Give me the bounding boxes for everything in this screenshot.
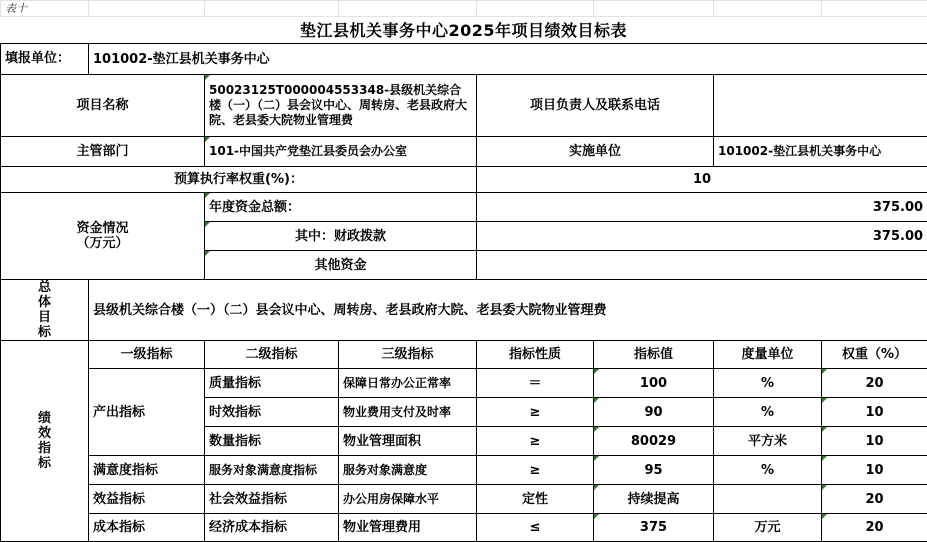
perf-weight-cell[interactable]: 20 <box>822 514 927 542</box>
funds-fiscal-label: 其中：财政拨款 <box>205 222 477 251</box>
perf-nature-cell[interactable]: ≤ <box>477 514 594 542</box>
perf-indicators-label-text: 绩效指标 <box>38 411 52 471</box>
top-grid-row <box>0 0 927 17</box>
perf-l2-cell[interactable]: 时效指标 <box>205 398 339 427</box>
cell[interactable] <box>89 1 205 17</box>
funds-label <box>1 193 205 280</box>
sheet-title: 垫江县机关事务中心2025年项目绩效目标表 <box>0 20 927 42</box>
performance-table <box>0 43 927 542</box>
perf-unit-cell[interactable]: % <box>714 369 822 398</box>
project-name-label: 项目名称 <box>1 75 205 137</box>
perf-l3-cell[interactable]: 物业管理费用 <box>339 514 477 542</box>
perf-value-cell[interactable]: 持续提高 <box>594 485 714 514</box>
budget-weight-value[interactable]: 10 <box>477 167 927 193</box>
perf-unit-cell[interactable]: % <box>714 398 822 427</box>
perf-l1-cell[interactable]: 效益指标 <box>89 485 205 514</box>
perf-unit-cell[interactable]: % <box>714 456 822 485</box>
perf-l3-cell[interactable]: 服务对象满意度 <box>339 456 477 485</box>
perf-weight-cell[interactable]: 10 <box>822 398 927 427</box>
dept-value[interactable]: 101-中国共产党垫江县委员会办公室 <box>205 137 477 167</box>
perf-unit-cell[interactable]: 万元 <box>714 514 822 542</box>
cell[interactable] <box>714 1 822 17</box>
perf-unit-cell[interactable]: 平方米 <box>714 427 822 456</box>
cell[interactable] <box>822 1 927 17</box>
perf-weight-cell[interactable]: 10 <box>822 456 927 485</box>
perf-l2-cell[interactable]: 服务对象满意度指标 <box>205 456 339 485</box>
perf-l2-cell[interactable]: 数量指标 <box>205 427 339 456</box>
perf-nature-cell[interactable]: ＝ <box>477 369 594 398</box>
project-leader-value[interactable] <box>714 75 927 137</box>
table-row <box>1 485 927 514</box>
perf-weight-cell[interactable]: 10 <box>822 427 927 456</box>
sheet-tag: 表十 <box>1 1 89 17</box>
perf-value-cell[interactable]: 90 <box>594 398 714 427</box>
perf-nature-cell[interactable]: ≥ <box>477 427 594 456</box>
table-row <box>1 514 927 542</box>
perf-l1-cell[interactable]: 产出指标 <box>89 369 205 456</box>
overall-target-label-text: 总体目标 <box>38 280 52 340</box>
perf-nature-cell[interactable]: ≥ <box>477 456 594 485</box>
cell[interactable] <box>594 1 714 17</box>
table-row <box>1 456 927 485</box>
perf-l2-cell[interactable]: 质量指标 <box>205 369 339 398</box>
funds-label-line2: （万元） <box>5 236 200 251</box>
perf-nature-cell[interactable]: 定性 <box>477 485 594 514</box>
funds-total-value[interactable]: 375.00 <box>477 193 927 222</box>
fill-unit-label: 填报单位： <box>1 44 89 75</box>
perf-weight-cell[interactable]: 20 <box>822 485 927 514</box>
perf-header-weight: 权重（%） <box>822 341 927 369</box>
project-leader-label: 项目负责人及联系电话 <box>477 75 714 137</box>
funds-other-value[interactable] <box>477 251 927 280</box>
table-row <box>1 369 927 398</box>
impl-unit-value[interactable]: 101002-垫江县机关事务中心 <box>714 137 927 167</box>
perf-weight-cell[interactable]: 20 <box>822 369 927 398</box>
perf-value-cell[interactable]: 95 <box>594 456 714 485</box>
perf-value-cell[interactable]: 375 <box>594 514 714 542</box>
perf-l1-cell[interactable]: 成本指标 <box>89 514 205 542</box>
cell[interactable] <box>477 1 594 17</box>
overall-target-value[interactable]: 县级机关综合楼（一）（二）县会议中心、周转房、老县政府大院、老县委大院物业管理费 <box>89 280 927 341</box>
perf-header-unit: 度量单位 <box>714 341 822 369</box>
perf-value-cell[interactable]: 100 <box>594 369 714 398</box>
funds-other-label: 其他资金 <box>205 251 477 280</box>
project-name-value[interactable]: 50023125T000004553348-县级机关综合楼（一）（二）县会议中心、周转房、老县政府大院、老县委大院物业管理费 <box>205 75 477 137</box>
funds-fiscal-value[interactable]: 375.00 <box>477 222 927 251</box>
perf-nature-cell[interactable]: ≥ <box>477 398 594 427</box>
perf-value-cell[interactable]: 80029 <box>594 427 714 456</box>
perf-l2-cell[interactable]: 社会效益指标 <box>205 485 339 514</box>
perf-l3-cell[interactable]: 保障日常办公正常率 <box>339 369 477 398</box>
budget-weight-label: 预算执行率权重(%)： <box>1 167 477 193</box>
cell[interactable] <box>205 1 339 17</box>
perf-l3-cell[interactable]: 办公用房保障水平 <box>339 485 477 514</box>
perf-unit-cell[interactable] <box>714 485 822 514</box>
fill-unit-value[interactable]: 101002-垫江县机关事务中心 <box>89 44 927 75</box>
perf-indicators-label <box>1 341 89 542</box>
perf-header-l3: 三级指标 <box>339 341 477 369</box>
dept-label: 主管部门 <box>1 137 205 167</box>
perf-header-l1: 一级指标 <box>89 341 205 369</box>
perf-header-value: 指标值 <box>594 341 714 369</box>
perf-l3-cell[interactable]: 物业管理面积 <box>339 427 477 456</box>
impl-unit-label: 实施单位 <box>477 137 714 167</box>
overall-target-label <box>1 280 89 341</box>
perf-header-l2: 二级指标 <box>205 341 339 369</box>
cell[interactable] <box>339 1 477 17</box>
perf-l1-cell[interactable]: 满意度指标 <box>89 456 205 485</box>
perf-l2-cell[interactable]: 经济成本指标 <box>205 514 339 542</box>
funds-label-line1: 资金情况 <box>5 221 200 236</box>
funds-total-label: 年度资金总额： <box>205 193 477 222</box>
perf-l3-cell[interactable]: 物业费用支付及时率 <box>339 398 477 427</box>
perf-header-nature: 指标性质 <box>477 341 594 369</box>
